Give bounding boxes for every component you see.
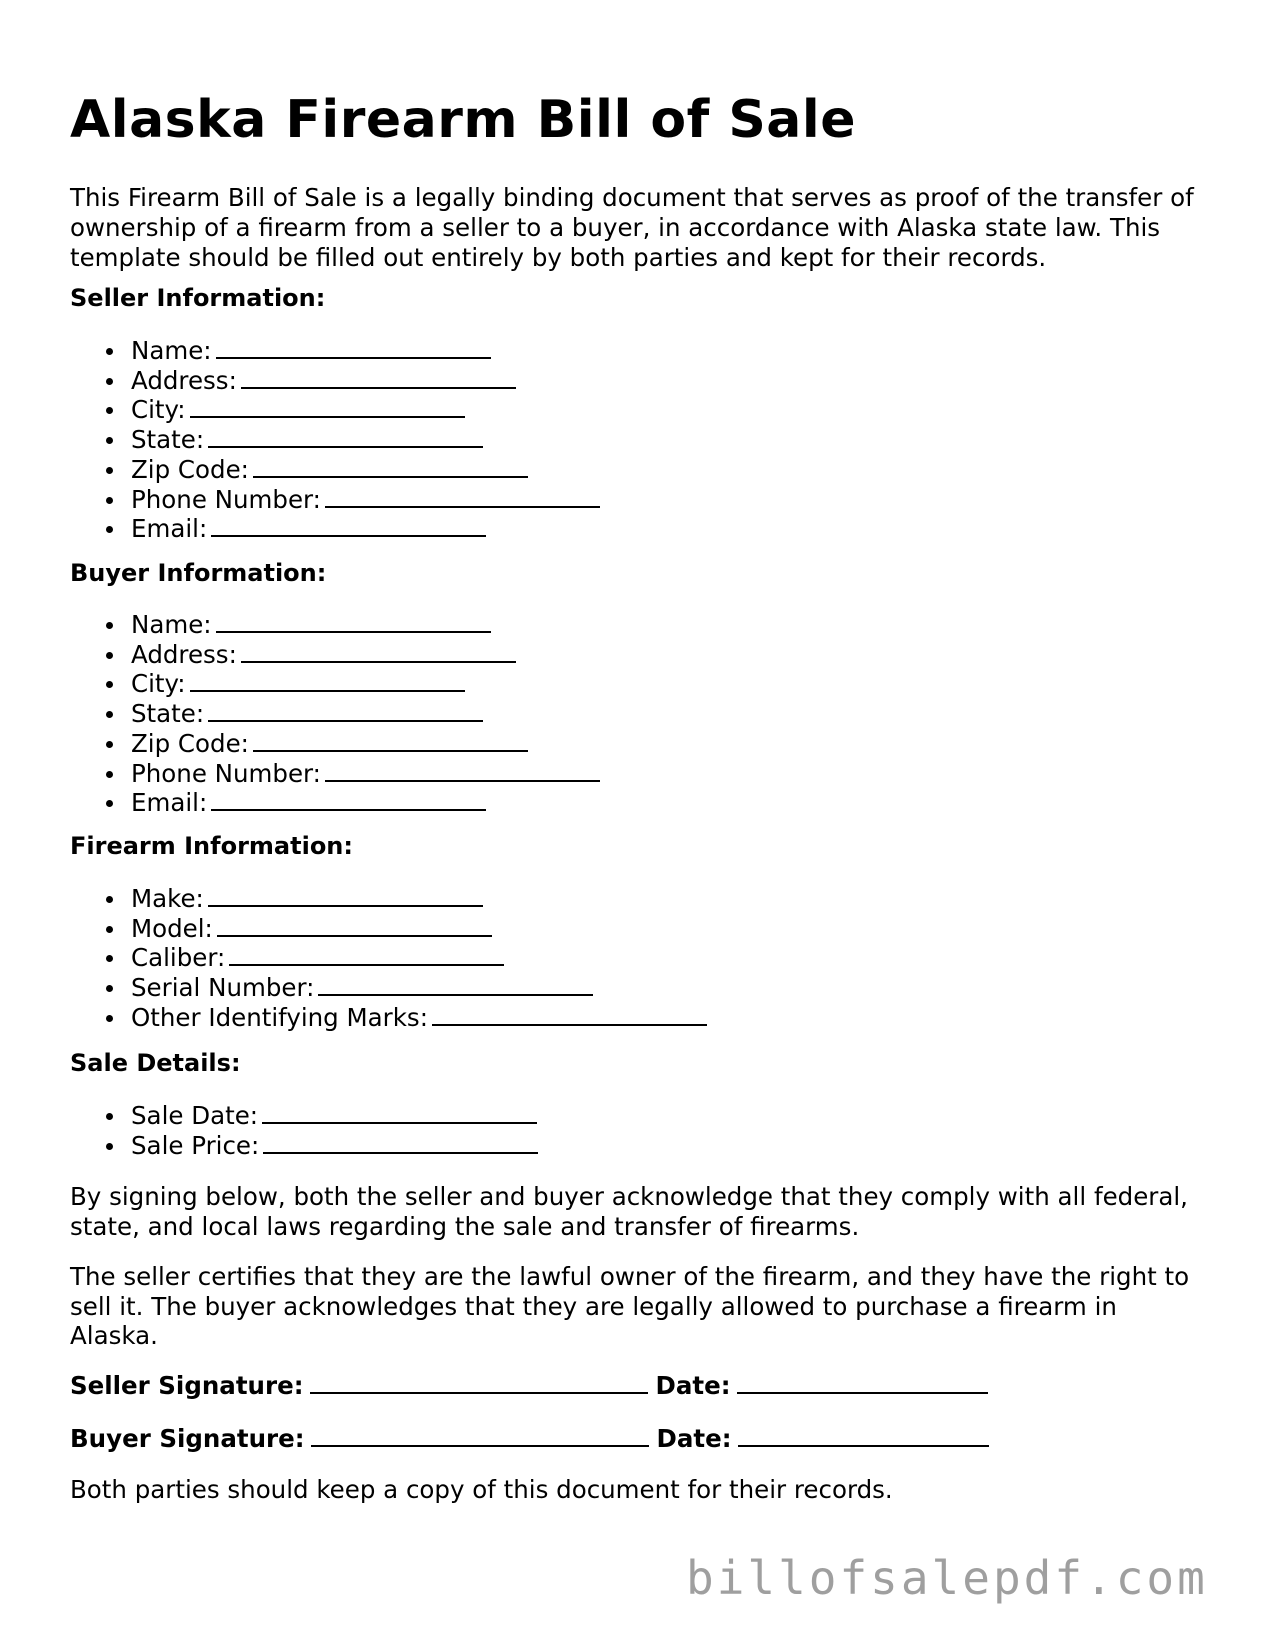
buyer-email-field	[131, 788, 600, 818]
field-label: Sale Date:	[131, 1101, 259, 1130]
field-label: Caliber:	[131, 943, 226, 973]
fill-in-line[interactable]	[325, 779, 600, 782]
fill-in-line[interactable]	[325, 505, 600, 508]
seller-signature-line[interactable]	[310, 1391, 648, 1394]
field-label: Make:	[131, 884, 204, 913]
fill-in-line[interactable]	[229, 963, 504, 966]
intro-paragraph: This Firearm Bill of Sale is a legally binding document that serves as proof of the transfer of ownership of a firearm from a seller to a buyer, in accordance with Alaska state law. This template should be filled out entirely by both parties and kept for their records.	[70, 183, 1194, 272]
seller-name-field	[131, 336, 600, 366]
fill-in-line[interactable]	[217, 934, 492, 937]
seller-signature-row	[70, 1371, 988, 1401]
fill-in-line[interactable]	[262, 1121, 537, 1124]
watermark: billofsalepdf.com	[686, 1551, 1208, 1605]
seller-date-label: Date:	[655, 1371, 731, 1400]
field-label: State:	[131, 699, 205, 729]
field-label: City:	[131, 669, 186, 699]
document-title: Alaska Firearm Bill of Sale	[70, 90, 856, 150]
fill-in-line[interactable]	[263, 1151, 538, 1154]
field-label: Address:	[131, 639, 237, 669]
field-label: City:	[131, 395, 186, 425]
fill-in-line[interactable]	[211, 808, 486, 811]
certification-paragraph: The seller certifies that they are the lawful owner of the firearm, and they have the right to sell it. The buyer acknowledges that they are legally allowed to purchase a firearm in Alaska.	[70, 1262, 1190, 1351]
field-label: Email:	[131, 514, 208, 544]
seller-heading: Seller Information:	[70, 284, 326, 312]
fill-in-line[interactable]	[241, 386, 516, 389]
seller-fields	[70, 336, 600, 544]
fill-in-line[interactable]	[190, 689, 465, 692]
buyer-name-field	[131, 610, 600, 640]
fill-in-line[interactable]	[253, 749, 528, 752]
buyer-phone-field	[131, 759, 600, 789]
seller-city-field	[131, 395, 600, 425]
buyer-signature-row	[70, 1424, 989, 1454]
fill-in-line[interactable]	[208, 904, 483, 907]
fill-in-line[interactable]	[432, 1023, 707, 1026]
fill-in-line[interactable]	[318, 993, 593, 996]
buyer-date-label: Date:	[656, 1424, 732, 1453]
field-label: Name:	[131, 336, 212, 365]
sale-date-field	[131, 1101, 538, 1131]
buyer-signature-label: Buyer Signature:	[70, 1424, 305, 1453]
buyer-fields	[70, 610, 600, 818]
firearm-marks-field	[131, 1003, 707, 1033]
firearm-heading: Firearm Information:	[70, 832, 353, 860]
field-label: State:	[131, 425, 205, 455]
seller-phone-field	[131, 485, 600, 515]
firearm-fields	[70, 884, 707, 1033]
fill-in-line[interactable]	[253, 475, 528, 478]
fill-in-line[interactable]	[216, 356, 491, 359]
closing-paragraph: Both parties should keep a copy of this document for their records.	[70, 1475, 893, 1504]
field-label: Address:	[131, 365, 237, 395]
firearm-caliber-field	[131, 943, 707, 973]
sale-fields	[70, 1101, 538, 1160]
buyer-heading: Buyer Information:	[70, 559, 327, 587]
fill-in-line[interactable]	[216, 630, 491, 633]
fill-in-line[interactable]	[190, 415, 465, 418]
buyer-address-field	[131, 640, 600, 670]
field-label: Zip Code:	[131, 454, 249, 484]
firearm-make-field	[131, 884, 707, 914]
field-label: Zip Code:	[131, 728, 249, 758]
buyer-state-field	[131, 699, 600, 729]
seller-date-line[interactable]	[737, 1391, 988, 1394]
seller-email-field	[131, 514, 600, 544]
buyer-signature-line[interactable]	[311, 1444, 649, 1447]
field-label: Name:	[131, 610, 212, 639]
acknowledgement-paragraph: By signing below, both the seller and buyer acknowledge that they comply with all federal, state, and local laws regarding the sale and transfer of firearms.	[70, 1182, 1188, 1241]
firearm-serial-field	[131, 973, 707, 1003]
buyer-zip-field	[131, 729, 600, 759]
field-label: Sale Price:	[131, 1130, 260, 1160]
seller-address-field	[131, 366, 600, 396]
field-label: Email:	[131, 788, 208, 818]
sale-price-field	[131, 1131, 538, 1161]
field-label: Other Identifying Marks:	[131, 1002, 428, 1032]
firearm-model-field	[131, 914, 707, 944]
fill-in-line[interactable]	[208, 445, 483, 448]
field-label: Phone Number:	[131, 758, 321, 788]
fill-in-line[interactable]	[241, 660, 516, 663]
field-label: Serial Number:	[131, 973, 315, 1003]
buyer-date-line[interactable]	[738, 1444, 989, 1447]
field-label: Model:	[131, 913, 213, 943]
buyer-city-field	[131, 669, 600, 699]
sale-heading: Sale Details:	[70, 1049, 241, 1077]
fill-in-line[interactable]	[208, 719, 483, 722]
field-label: Phone Number:	[131, 484, 321, 514]
seller-signature-label: Seller Signature:	[70, 1371, 304, 1400]
seller-zip-field	[131, 455, 600, 485]
seller-state-field	[131, 425, 600, 455]
fill-in-line[interactable]	[211, 534, 486, 537]
